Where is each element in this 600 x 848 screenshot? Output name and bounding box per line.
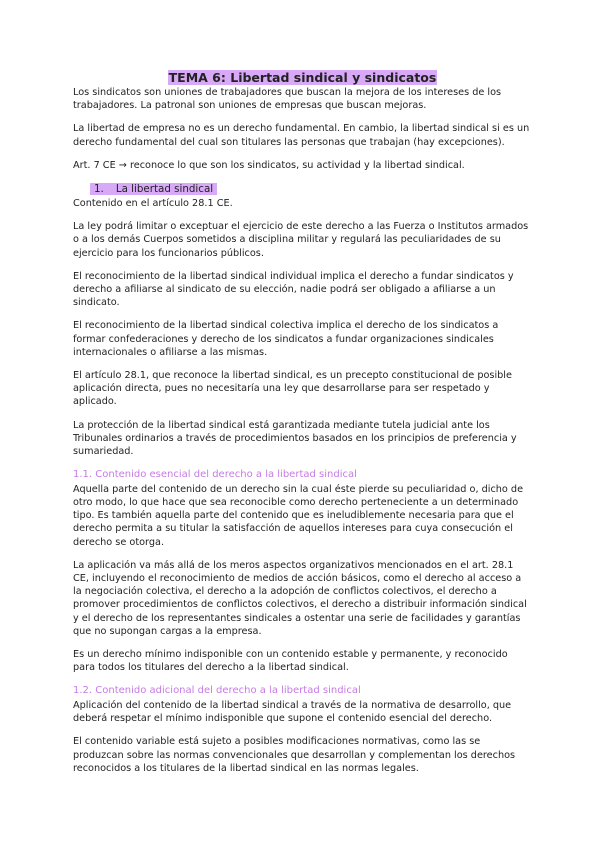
section-1-paragraph-3: El reconocimiento de la libertad sindical individual implica el derecho a fundar sindicatos y derecho a afiliarse al sindicato de su elección, nadie podrá ser obligado a afiliarse a un sindicato. xyxy=(73,270,514,309)
section-1-2-paragraph-2: El contenido variable está sujeto a posibles modificaciones normativas, como las se produzcan sobre las normas convencionales que desarrollan y complementan los derechos reconocidos a los titulares de la libertad sindical en las normas legales. xyxy=(73,736,516,774)
section-1-paragraph-6: La protección de la libertad sindical está garantizada mediante tutela judicial ante los Tribunales ordinarios a través de procedimientos basados en los principios de preferencia y sumariedad. xyxy=(73,419,517,458)
section-1-heading-text: La libertad sindical xyxy=(115,183,214,196)
section-1-1-paragraph-3: Es un derecho mínimo indisponible con un contenido estable y permanente, y reconocido para todos los titulares del derecho a la libertad sindical. xyxy=(73,649,508,674)
section-1-paragraph-5: El artículo 28.1, que reconoce la libertad sindical, es un precepto constitucional de posible aplicación directa, pues no necesitaría una ley que desarrollarse para ser respetado y aplicado. xyxy=(73,370,512,408)
section-1-heading-highlight xyxy=(90,183,217,195)
section-1-2-heading: 1.2. Contenido adicional del derecho a la libertad sindical xyxy=(73,685,361,697)
section-1-paragraph-4: El reconocimiento de la libertad sindical colectiva implica el derecho de los sindicatos a formar confederaciones y derecho de los sindicatos a fundar organizaciones sindicales internacionales o afiliarse a las mismas. xyxy=(73,320,499,358)
section-1-1-paragraph-1: Aquella parte del contenido de un derecho sin la cual éste pierde su peculiaridad o, dicho de otro modo, lo que hace que sea reconocible como derecho perteneciente a un determinado tipo. Es también aquella parte del contenido que es ineludiblemente necesaria para que el derecho permita a su titular la satisfacción de aquellos intereses para cuya consecución el derecho se otorga. xyxy=(73,483,524,548)
document-title xyxy=(73,70,532,86)
section-1-heading xyxy=(90,182,532,196)
intro-paragraph-3: Art. 7 CE → reconoce lo que son los sindicatos, su actividad y la libertad sindical. xyxy=(73,159,465,171)
section-1-2-paragraph-1: Aplicación del contenido de la libertad sindical a través de la normativa de desarrollo, que deberá respetar el mínimo indisponible que supone el contenido esencial del derecho. xyxy=(73,699,512,725)
section-1-paragraph-2: La ley podrá limitar o exceptuar el ejercicio de este derecho a las Fuerza o Institutos armados o a los demás Cuerpos sometidos a disciplina militar y regulará las peculiaridades de su ejercicio para los funcionarios públicos. xyxy=(73,221,529,259)
document-title-text: TEMA 6: Libertad sindical y sindicatos xyxy=(168,70,437,85)
section-1-number: 1. xyxy=(94,183,104,196)
section-1-paragraph-1: Contenido en el artículo 28.1 CE. xyxy=(73,198,233,210)
intro-paragraph-2: La libertad de empresa no es un derecho fundamental. En cambio, la libertad sindical si es un derecho fundamental del cual son titulares las personas que trabajan (hay excepciones). xyxy=(73,123,530,148)
section-1-1-paragraph-2: La aplicación va más allá de los meros aspectos organizativos mencionados en el art. 28.1 CE, incluyendo el reconocimiento de medios de acción básicos, como el derecho al acceso a la negociación colectiva, el derecho a la adopción de conflictos colectivos, el derecho a promover procedimientos de conflictos colectivos, el derecho a distribuir información sindical y el derecho de los representantes sindicales a ostentar una serie de facilidades y garantías que no supongan cargas a la empresa. xyxy=(73,559,527,637)
intro-paragraph-1: Los sindicatos son uniones de trabajadores que buscan la mejora de los intereses de los trabajadores. La patronal son uniones de empresas que buscan mejoras. xyxy=(73,87,502,112)
section-1-1-heading: 1.1. Contenido esencial del derecho a la libertad sindical xyxy=(73,469,357,481)
